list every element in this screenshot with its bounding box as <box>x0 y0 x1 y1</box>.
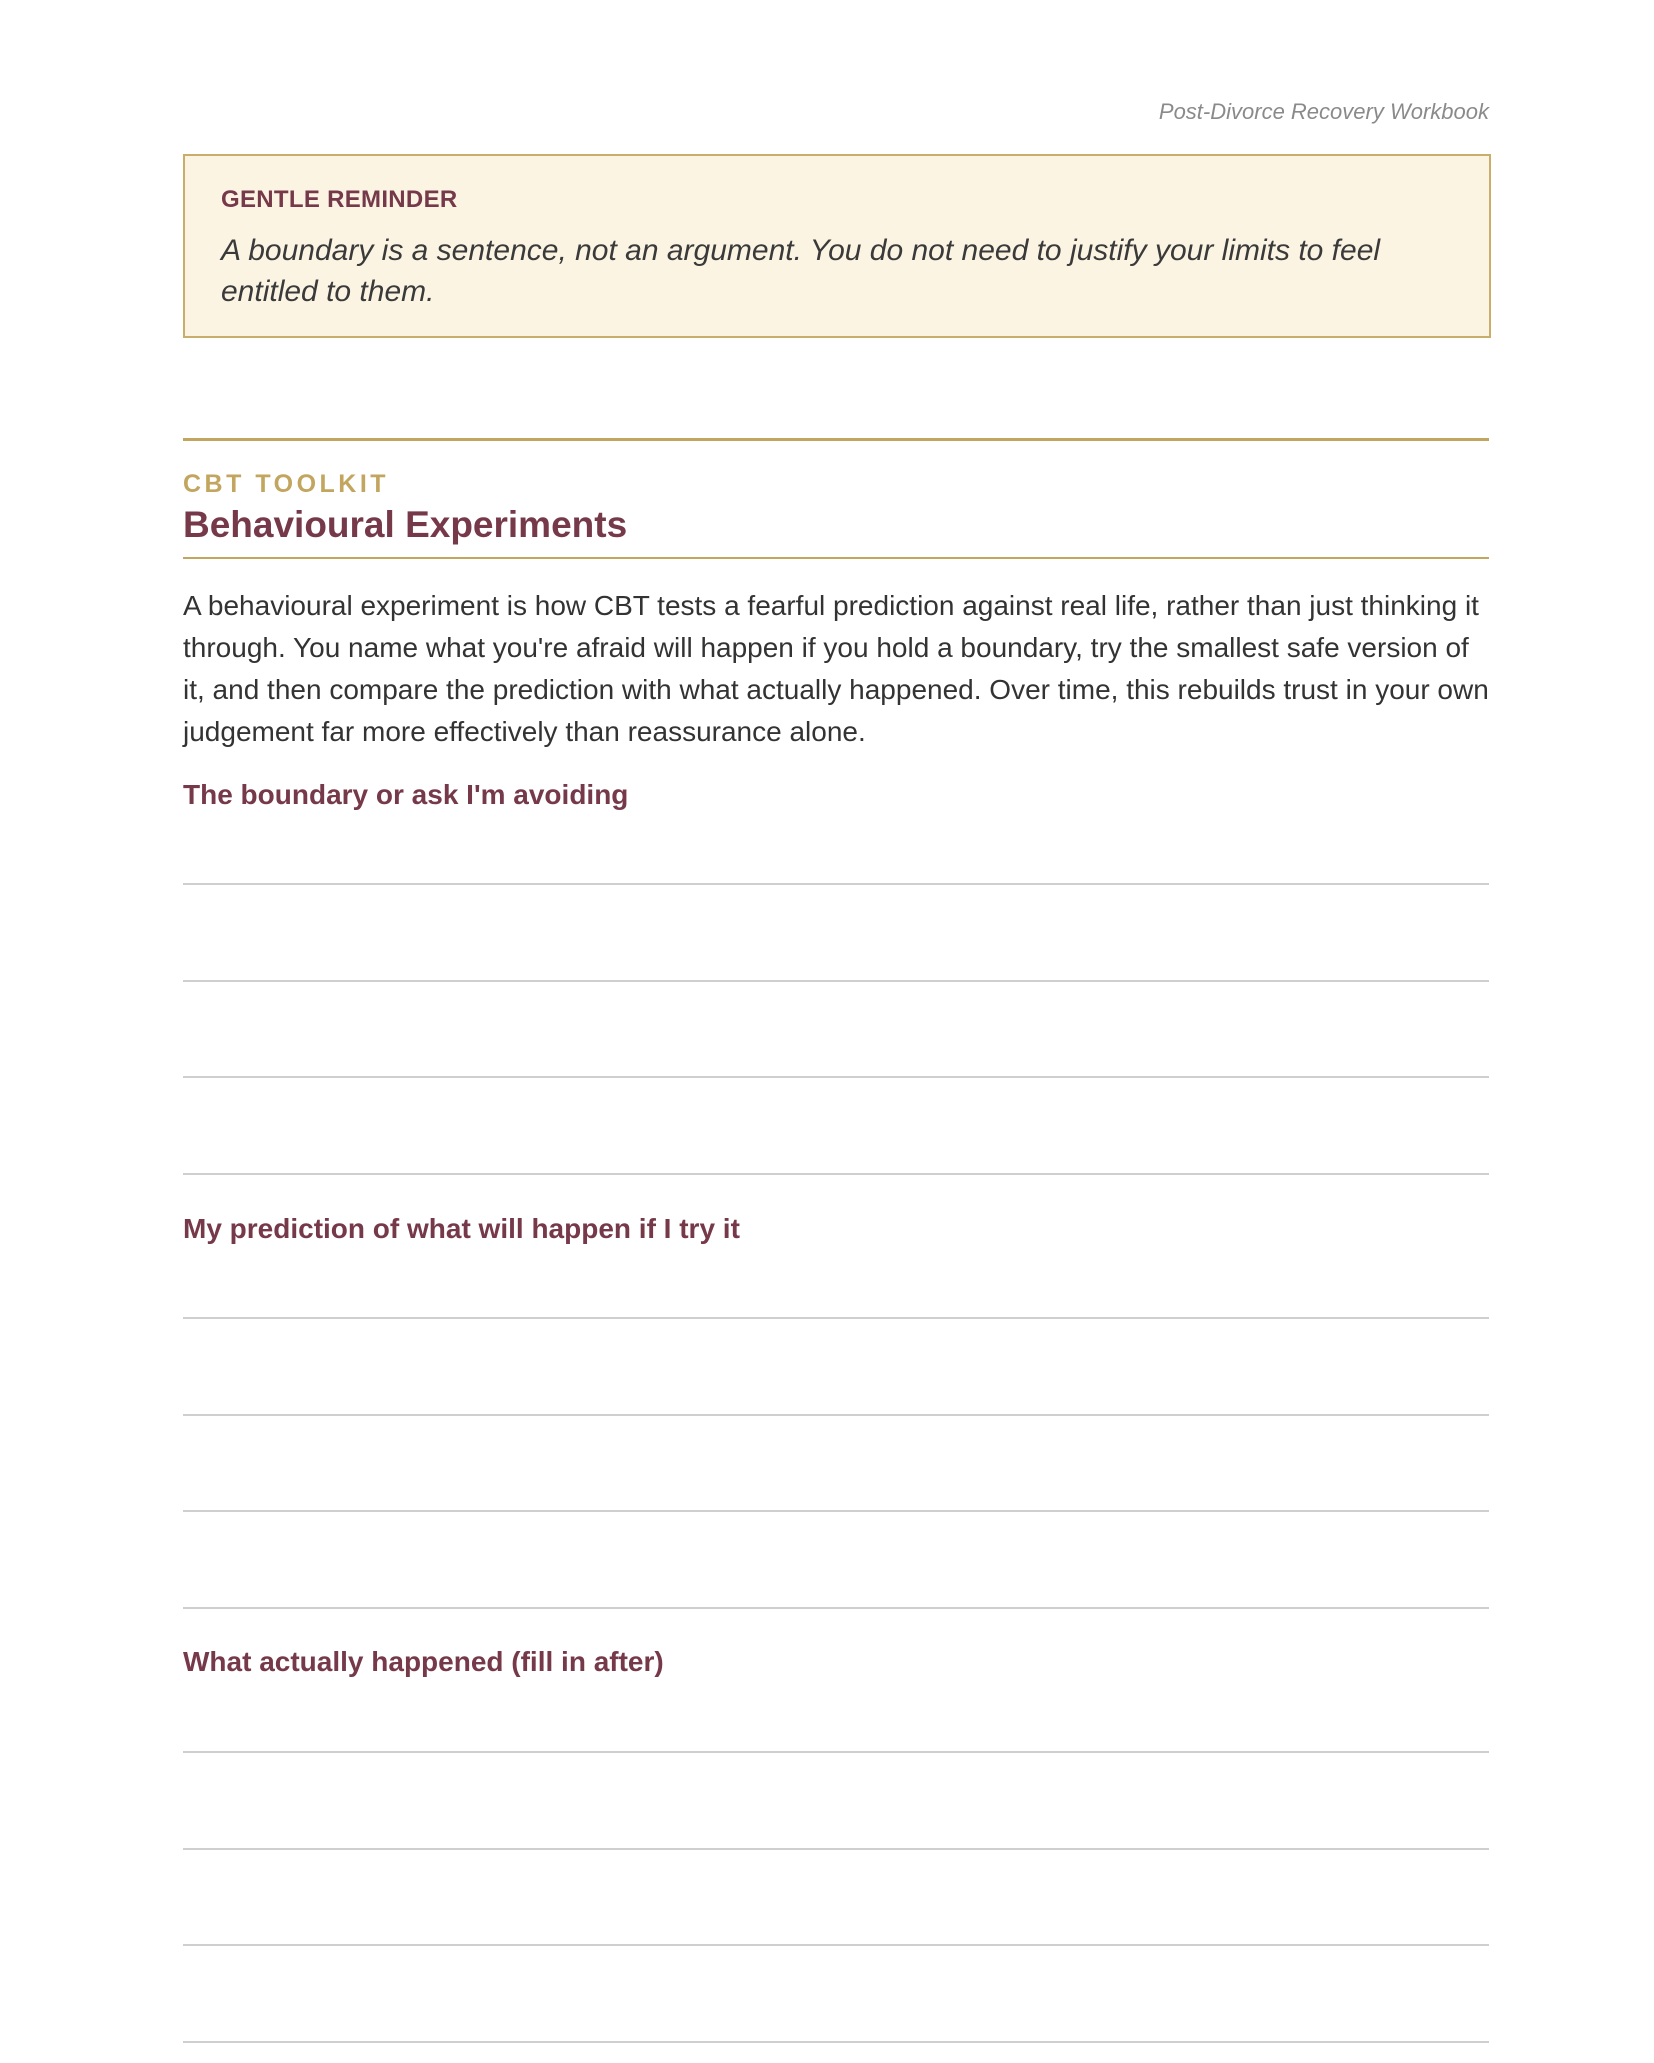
prompt-label-outcome: What actually happened (fill in after) <box>183 1646 664 1677</box>
section-rule-top <box>183 438 1489 441</box>
writing-line[interactable] <box>183 1751 1489 1753</box>
writing-line[interactable] <box>183 980 1489 982</box>
writing-line[interactable] <box>183 2041 1489 2043</box>
gentle-reminder-box <box>183 154 1491 338</box>
writing-line[interactable] <box>183 883 1489 885</box>
prompt-label-boundary: The boundary or ask I'm avoiding <box>183 779 629 810</box>
writing-line[interactable] <box>183 1848 1489 1850</box>
writing-line[interactable] <box>183 1414 1489 1416</box>
reminder-text: A boundary is a sentence, not an argument. You do not need to justify your limits to feel entitled to them. <box>221 234 1381 308</box>
writing-line[interactable] <box>183 1317 1489 1319</box>
writing-line[interactable] <box>183 1944 1489 1946</box>
writing-line[interactable] <box>183 1510 1489 1512</box>
reminder-label: GENTLE REMINDER <box>221 186 458 213</box>
writing-line[interactable] <box>183 1173 1489 1175</box>
section-rule-bottom <box>183 557 1489 559</box>
prompt-label-prediction: My prediction of what will happen if I try it <box>183 1213 740 1244</box>
writing-line[interactable] <box>183 1076 1489 1078</box>
section-intro: A behavioural experiment is how CBT tests a fearful prediction against real life, rather than just thinking it through. You name what you're afraid will happen if you hold a boundary, try the smallest safe version of it, and then compare the prediction with what actually happened. Over time, this rebuilds trust in your own judgement far more effectively than reassurance alone. <box>183 590 1489 747</box>
writing-line[interactable] <box>183 1607 1489 1609</box>
section-title: Behavioural Experiments <box>183 504 628 545</box>
section-eyebrow: CBT TOOLKIT <box>183 470 390 498</box>
running-header: Post-Divorce Recovery Workbook <box>1158 99 1489 124</box>
